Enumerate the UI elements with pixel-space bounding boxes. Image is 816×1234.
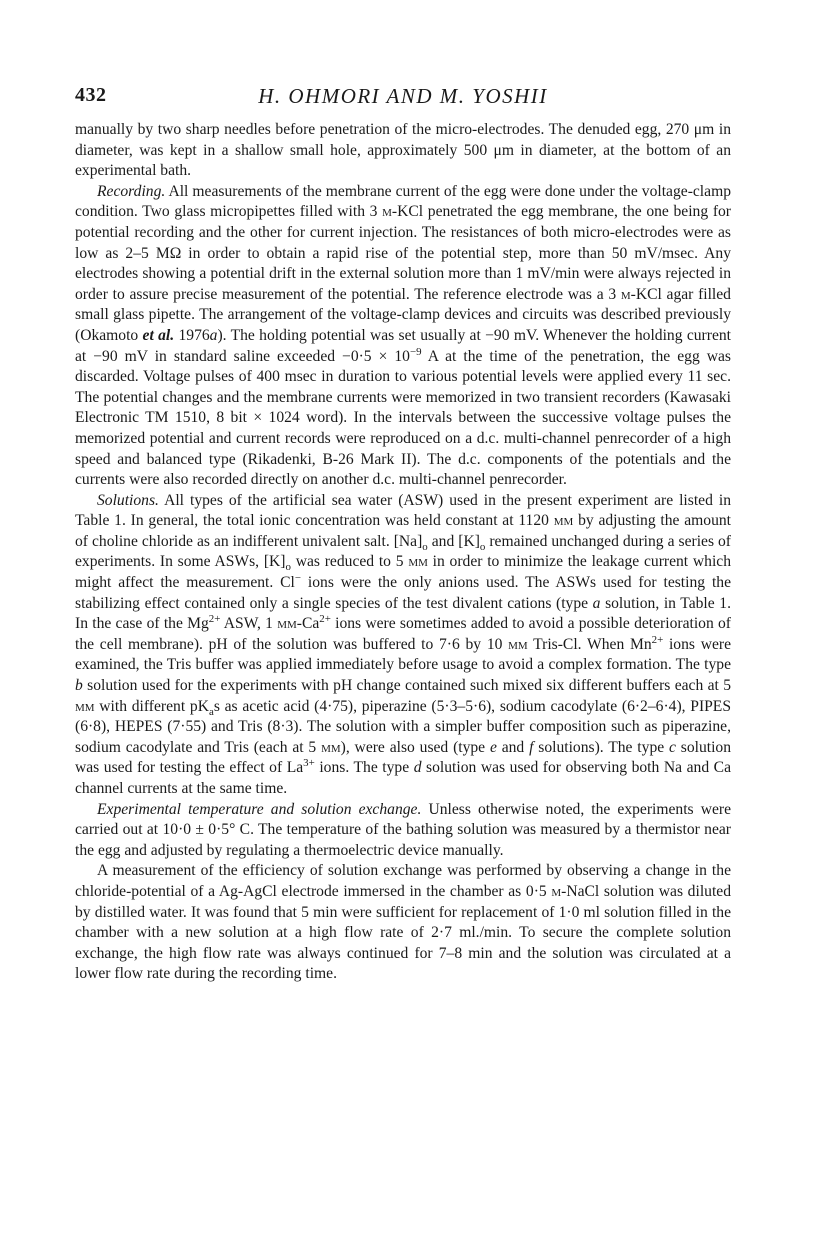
- section-heading-solutions: Solutions.: [97, 491, 159, 509]
- page-header: [75, 84, 731, 114]
- page-number: 432: [75, 84, 107, 106]
- paragraph-temperature: Experimental temperature and solution exchange. Unless otherwise noted, the experiments were carried out at 10·0 ± 0·5° C. The temperature of the bathing solution was measured by a thermistor near the egg and adjusted by regulating a thermoelectric device manually.: [75, 800, 731, 859]
- running-head: H. OHMORI AND M. YOSHII: [258, 84, 548, 108]
- citation-et-al: et al.: [142, 326, 175, 344]
- section-heading-recording: Recording.: [97, 182, 166, 200]
- section-heading-temperature: Experimental temperature and solution exchange.: [97, 800, 422, 818]
- paragraph-continuation: [75, 120, 731, 182]
- paragraph-recording: Recording. All measurements of the membrane current of the egg were done under the voltage-clamp condition. Two glass micropipettes filled with 3 m-KCl penetrated the egg membrane, the one being for potential recording and the other for current injection. The resistances of both micro-electrodes were as low as 2–5 MΩ in order to obtain a rapid rise of the potential step, more than 50 mV/msec. Any electrodes showing a potential drift in the external solution more than 1 mV/min were always rejected in order to assure precise measurement of the potential. The reference electrode was a 3 m-KCl agar filled small glass pipette. The arrangement of the voltage-clamp devices and circuits was described previously (Okamoto et al. 1976a). The holding potential was set usually at −90 mV. Whenever the holding current at −90 mV in standard saline exceeded $-0\cdot 5 \times 10^{-9}$ A at the time of the penetration, the egg was discarded. Voltage pulses of 400 msec in duration to various potential levels were applied every 11 sec. The potential changes and the membrane currents were memorized in two transient recorders (Kawasaki Electronic TM 1510, 8 bit × 1024 word). In the intervals between the successive voltage pulses the memorized potential and current records were reproduced on a d.c. multi-channel penrecorder of a high speed and balanced type (Rikadenki, B-26 Mark II). The d.c. components of the potentials and the currents were also recorded directly on another d.c. multi-channel penrecorder.: [75, 182, 731, 489]
- paragraph-text: manually by two sharp needles before penetration of the micro-electrodes. The denuded egg, 270 μm in diameter, was kept in a shallow small hole, approximately 500 μm in diameter, at the bottom of an experimental bath.: [75, 121, 731, 180]
- paragraph-solutions: Solutions. All types of the artificial sea water (ASW) used in the present experiment are listed in Table 1. In general, the total ionic concentration was held constant at 1120 mm by adjusting the amount of choline chloride as an indifferent univalent salt. $[Na]_o$ and $[K]_o$ remained unchanged during a series of experiments. In some ASWs, $[K]_o$ was reduced to 5 mm in order to minimize the leakage current which might affect the measurement. Cl− ions were the only anions used. The ASWs used for testing the stabilizing effect contained only a single species of the test divalent cations (type a solution, in Table 1. In the case of the $Mg^{2+}$ ASW, 1 $mm-Ca^{2+}$ ions were sometimes added to avoid a possible deterioration of the cell membrane). pH of the solution was buffered to 7·6 by 10 mm Tris-Cl. When $Mn^{2+}$ ions were examined, the Tris buffer was applied immediately before usage to avoid a complex formation. The type b solution used for the experiments with pH change contained such mixed six different buffers each at 5 mm with different $pK_as$ as acetic acid (4·75), piperazine (5·3–5·6), sodium cacodylate (6·2–6·4), PIPES (6·8), HEPES (7·55) and Tris (8·3). The solution with a simpler buffer composition such as piperazine, sodium cacodylate and Tris (each at 5 mm), were also used (type e and f solutions). The type c solution was used for testing the effect of $La^{3+}$ ions. The type d solution was used for observing both Na and Ca channel currents at the same time.: [75, 491, 732, 797]
- body-text: [75, 120, 731, 985]
- paragraph-solution-exchange: A measurement of the efficiency of solution exchange was performed by observing a change in the chloride-potential of a Ag-AgCl electrode immersed in the chamber as 0·5 m-NaCl solution was diluted by distilled water. It was found that 5 min were sufficient for replacement of 1·0 ml solution filled in the chamber with a new solution at a high flow rate of 2·7 ml./min. To secure the complete solution exchange, the high flow rate was always continued for 7–8 min and the solution was circulated at a lower flow rate during the recording time.: [75, 862, 731, 983]
